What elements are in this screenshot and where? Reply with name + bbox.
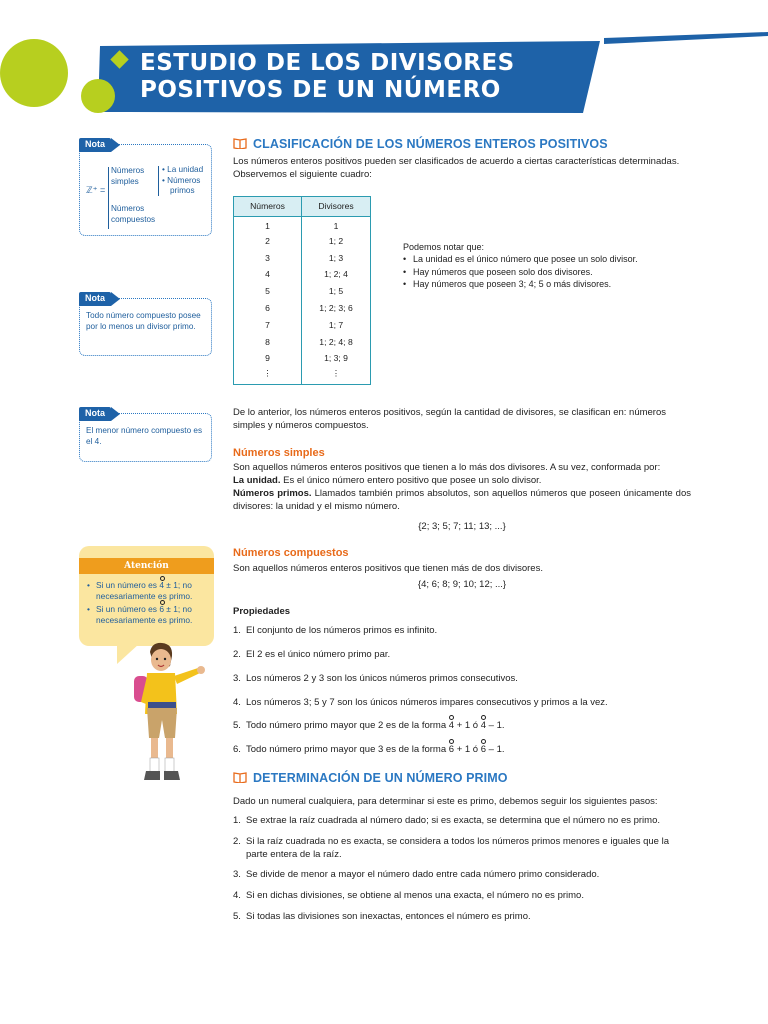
header-green-circle-small bbox=[81, 79, 115, 113]
attention-item-post: ± 1; no necesariamente es primo. bbox=[96, 603, 193, 625]
item-number: 1. bbox=[233, 815, 241, 826]
primos-text: Llamados también primos absolutos, son aquellos números que poseen únicamente dos divisores: la unidad y el mismo número. bbox=[233, 488, 691, 513]
la-unidad-text: La unidad bbox=[167, 165, 204, 174]
table-row bbox=[234, 300, 371, 317]
simples-subtypes bbox=[162, 165, 218, 197]
step-text: Si la raíz cuadrada no es exacta, se considera a todos los números primos menores e iguales que la parte entera de la raíz. bbox=[246, 836, 669, 861]
attention-list bbox=[87, 580, 211, 628]
set-label: ℤ⁺ = bbox=[86, 185, 106, 195]
table-row bbox=[234, 250, 371, 267]
property-text: Los números 3; 5 y 7 son los únicos números impares consecutivos y primos a la vez. bbox=[246, 697, 608, 708]
classification-conclusion: De lo anterior, los números enteros positivos, según la cantidad de divisores, se clasifican en: números simples y números compuestos. bbox=[233, 407, 667, 432]
step-item bbox=[233, 835, 693, 861]
formula-mid: + 1 ó bbox=[454, 744, 481, 755]
table-cell: 1; 2; 4; 8 bbox=[319, 336, 353, 347]
table-cell: 9 bbox=[234, 351, 302, 368]
formula-post: – 1. bbox=[486, 744, 505, 755]
step-item bbox=[233, 910, 693, 923]
table-cell: 1; 2 bbox=[328, 235, 344, 246]
formula-mid: + 1 ó bbox=[454, 720, 481, 731]
attention-tag: Atención bbox=[79, 558, 214, 574]
table-cell: 1 bbox=[333, 221, 339, 232]
formula-base: 6 bbox=[480, 744, 487, 755]
item-number: 4. bbox=[233, 890, 241, 901]
list-item: • La unidad es el único número que posee un solo divisor. bbox=[403, 253, 703, 265]
list-item: • Hay números que poseen 3; 4; 5 o más divisores. bbox=[403, 278, 703, 290]
table-cell: 4 bbox=[234, 267, 302, 284]
attention-item bbox=[87, 604, 211, 626]
unidad-label: La unidad. bbox=[233, 475, 281, 487]
property-item bbox=[233, 696, 693, 709]
table-cell: 8 bbox=[234, 334, 302, 351]
unidad-text: Es el único número entero positivo que posee un solo divisor. bbox=[280, 475, 542, 487]
item-number: 5. bbox=[233, 720, 241, 731]
table-row bbox=[234, 284, 371, 301]
property-text bbox=[246, 743, 693, 756]
brace-left-icon bbox=[108, 167, 109, 229]
property-item bbox=[233, 672, 693, 685]
table-cell: 2 bbox=[234, 233, 302, 250]
table-header-divisores: Divisores bbox=[302, 197, 371, 217]
table-cell: 3 bbox=[234, 250, 302, 267]
table-row bbox=[234, 317, 371, 334]
step-item bbox=[233, 814, 693, 827]
formula-post: – 1. bbox=[486, 720, 505, 731]
formula-pre: Todo número primo mayor que 3 es de la forma bbox=[246, 744, 449, 755]
item-number: 2. bbox=[233, 649, 241, 660]
page-title-line1: ESTUDIO DE LOS DIVISORES bbox=[140, 50, 515, 76]
table-row bbox=[234, 334, 371, 351]
section-title-determinacion bbox=[233, 770, 508, 787]
table-row bbox=[234, 267, 371, 284]
note-tag: Nota bbox=[79, 407, 111, 421]
section-title-text: DETERMINACIÓN DE UN NÚMERO PRIMO bbox=[253, 771, 508, 785]
step-item bbox=[233, 868, 693, 881]
table-header-numeros: Números bbox=[234, 197, 302, 217]
item-number: 2. bbox=[233, 836, 241, 847]
section2-intro: Dado un numeral cualquiera, para determinar si este es primo, debemos seguir los siguientes pasos: bbox=[233, 796, 658, 807]
book-icon bbox=[233, 138, 247, 149]
note-tag: Nota bbox=[79, 138, 111, 152]
attention-callout bbox=[79, 546, 214, 646]
formula-base: 4 bbox=[448, 720, 455, 731]
table-cell: 7 bbox=[234, 317, 302, 334]
table-cell: 1; 2; 3; 6 bbox=[319, 302, 353, 313]
item-number: 3. bbox=[233, 869, 241, 880]
property-item bbox=[233, 648, 693, 661]
divisors-table bbox=[233, 196, 371, 385]
step-text: Si todas las divisiones son inexactas, entonces el número es primo. bbox=[246, 911, 531, 922]
property-text: El conjunto de los números primos es infinito. bbox=[246, 625, 438, 636]
attention-item-post: ± 1; no necesariamente es primo. bbox=[96, 580, 193, 601]
property-text: El 2 es el único número primo par. bbox=[246, 649, 391, 660]
compuestos-definition: Son aquellos números enteros positivos que tienen más de dos divisores. bbox=[233, 563, 543, 574]
numeros-simples-label: Números simples bbox=[111, 166, 145, 186]
table-cell: 5 bbox=[234, 284, 302, 301]
boy-shoe bbox=[164, 771, 180, 780]
observations-list bbox=[403, 253, 703, 290]
property-text bbox=[246, 719, 693, 732]
primos-label: Números primos. bbox=[233, 488, 312, 500]
primes-set: {2; 3; 5; 7; 11; 13; ...} bbox=[418, 521, 506, 532]
property-item bbox=[233, 624, 693, 637]
page-title bbox=[140, 50, 515, 104]
item-number: 1. bbox=[233, 625, 241, 636]
simples-unidad bbox=[233, 474, 691, 487]
table-row bbox=[234, 233, 371, 250]
list-item: • Hay números que poseen solo dos divisores. bbox=[403, 266, 703, 278]
table-row bbox=[234, 368, 371, 385]
table-cell: ⋮ bbox=[331, 367, 341, 378]
boy-eye bbox=[156, 658, 158, 660]
numeros-primos-label: • Números primos bbox=[162, 175, 201, 196]
boy-shoe bbox=[144, 771, 160, 780]
boy-shorts bbox=[147, 708, 177, 738]
section-title-clasificacion bbox=[233, 136, 608, 153]
table-cell: 6 bbox=[234, 300, 302, 317]
formula-pre: Todo número primo mayor que 2 es de la forma bbox=[246, 720, 449, 731]
formula-base: 4 bbox=[480, 720, 487, 731]
attention-item-base: 4 bbox=[159, 580, 164, 590]
note-text: El menor número compuesto es el 4. bbox=[86, 426, 203, 446]
item-number: 5. bbox=[233, 911, 241, 922]
boy-belt bbox=[148, 702, 176, 708]
item-number: 4. bbox=[233, 697, 241, 708]
page-title-line2: POSITIVOS DE UN NÚMERO bbox=[140, 77, 501, 103]
note-text: Todo número compuesto posee por lo menos un divisor primo. bbox=[86, 311, 201, 331]
property-item bbox=[233, 719, 693, 732]
composites-set: {4; 6; 8; 9; 10; 12; ...} bbox=[417, 579, 507, 590]
subtitle-numeros-simples: Números simples bbox=[233, 447, 325, 459]
attention-item-pre: Si un número es bbox=[96, 580, 160, 590]
table-cell: 1; 2; 4 bbox=[324, 269, 348, 280]
table-cell: 1; 3; 9 bbox=[324, 353, 348, 364]
table-cell: 1; 7 bbox=[328, 319, 344, 330]
note-composite-prime-divisor bbox=[79, 293, 212, 356]
la-unidad-label: • La unidad bbox=[162, 165, 204, 174]
attention-item-base: 6 bbox=[159, 603, 164, 614]
boy-hand bbox=[197, 666, 205, 674]
formula-base: 6 bbox=[448, 744, 455, 755]
properties-title: Propiedades bbox=[233, 606, 291, 617]
subtitle-numeros-compuestos: Números compuestos bbox=[233, 547, 349, 559]
attention-item bbox=[87, 580, 211, 602]
observations-block bbox=[403, 241, 703, 291]
note-smallest-composite bbox=[79, 408, 212, 462]
note-integers-classification bbox=[79, 139, 212, 236]
boy-sock bbox=[150, 758, 159, 772]
item-number: 6. bbox=[233, 744, 241, 755]
table-cell: 1; 3 bbox=[328, 252, 344, 263]
section1-intro: Los números enteros positivos pueden ser clasificados de acuerdo a ciertas características determinadas. Observemos el siguiente cuadro: bbox=[233, 156, 680, 181]
simples-primos bbox=[233, 487, 691, 513]
section-title-text: CLASIFICACIÓN DE LOS NÚMEROS ENTEROS POSITIVOS bbox=[253, 137, 608, 151]
boy-sock bbox=[165, 758, 174, 772]
boy-eye bbox=[164, 658, 166, 660]
observations-intro: Podemos notar que: bbox=[403, 242, 485, 252]
property-item bbox=[233, 743, 693, 756]
step-item bbox=[233, 889, 693, 902]
table-cell: ⋮ bbox=[234, 368, 302, 385]
table-header-row bbox=[234, 197, 371, 217]
numeros-primos-text: Números primos bbox=[167, 175, 201, 196]
boy-arm bbox=[174, 668, 200, 684]
table-row bbox=[234, 351, 371, 368]
table-row bbox=[234, 217, 371, 234]
integers-set-diagram bbox=[86, 155, 205, 235]
boy-face bbox=[151, 649, 171, 671]
attention-item-pre: Si un número es bbox=[96, 603, 160, 614]
item-number: 3. bbox=[233, 673, 241, 684]
note-tag: Nota bbox=[79, 292, 111, 306]
table-cell: 1 bbox=[234, 217, 302, 234]
page-header bbox=[0, 0, 768, 125]
book-icon bbox=[233, 772, 247, 783]
student-illustration bbox=[120, 640, 210, 790]
property-text: Los números 2 y 3 son los únicos números primos consecutivos. bbox=[246, 673, 518, 684]
simples-definition: Son aquellos números enteros positivos que tienen a lo más dos divisores. A su vez, conformada por: bbox=[233, 462, 661, 473]
brace-inner-icon bbox=[158, 166, 159, 196]
simples-paragraph bbox=[233, 461, 691, 513]
step-text: Si en dichas divisiones, se obtiene al menos una exacta, el número no es primo. bbox=[246, 890, 584, 901]
header-green-circle-large bbox=[0, 39, 68, 107]
table-cell: 1; 5 bbox=[328, 286, 344, 297]
numeros-compuestos-label: Números compuestos bbox=[111, 204, 156, 224]
step-text: Se divide de menor a mayor el número dado entre cada número primo considerado. bbox=[246, 869, 600, 880]
step-text: Se extrae la raíz cuadrada al número dado; si es exacta, se determina que el número no es primo. bbox=[246, 815, 661, 826]
